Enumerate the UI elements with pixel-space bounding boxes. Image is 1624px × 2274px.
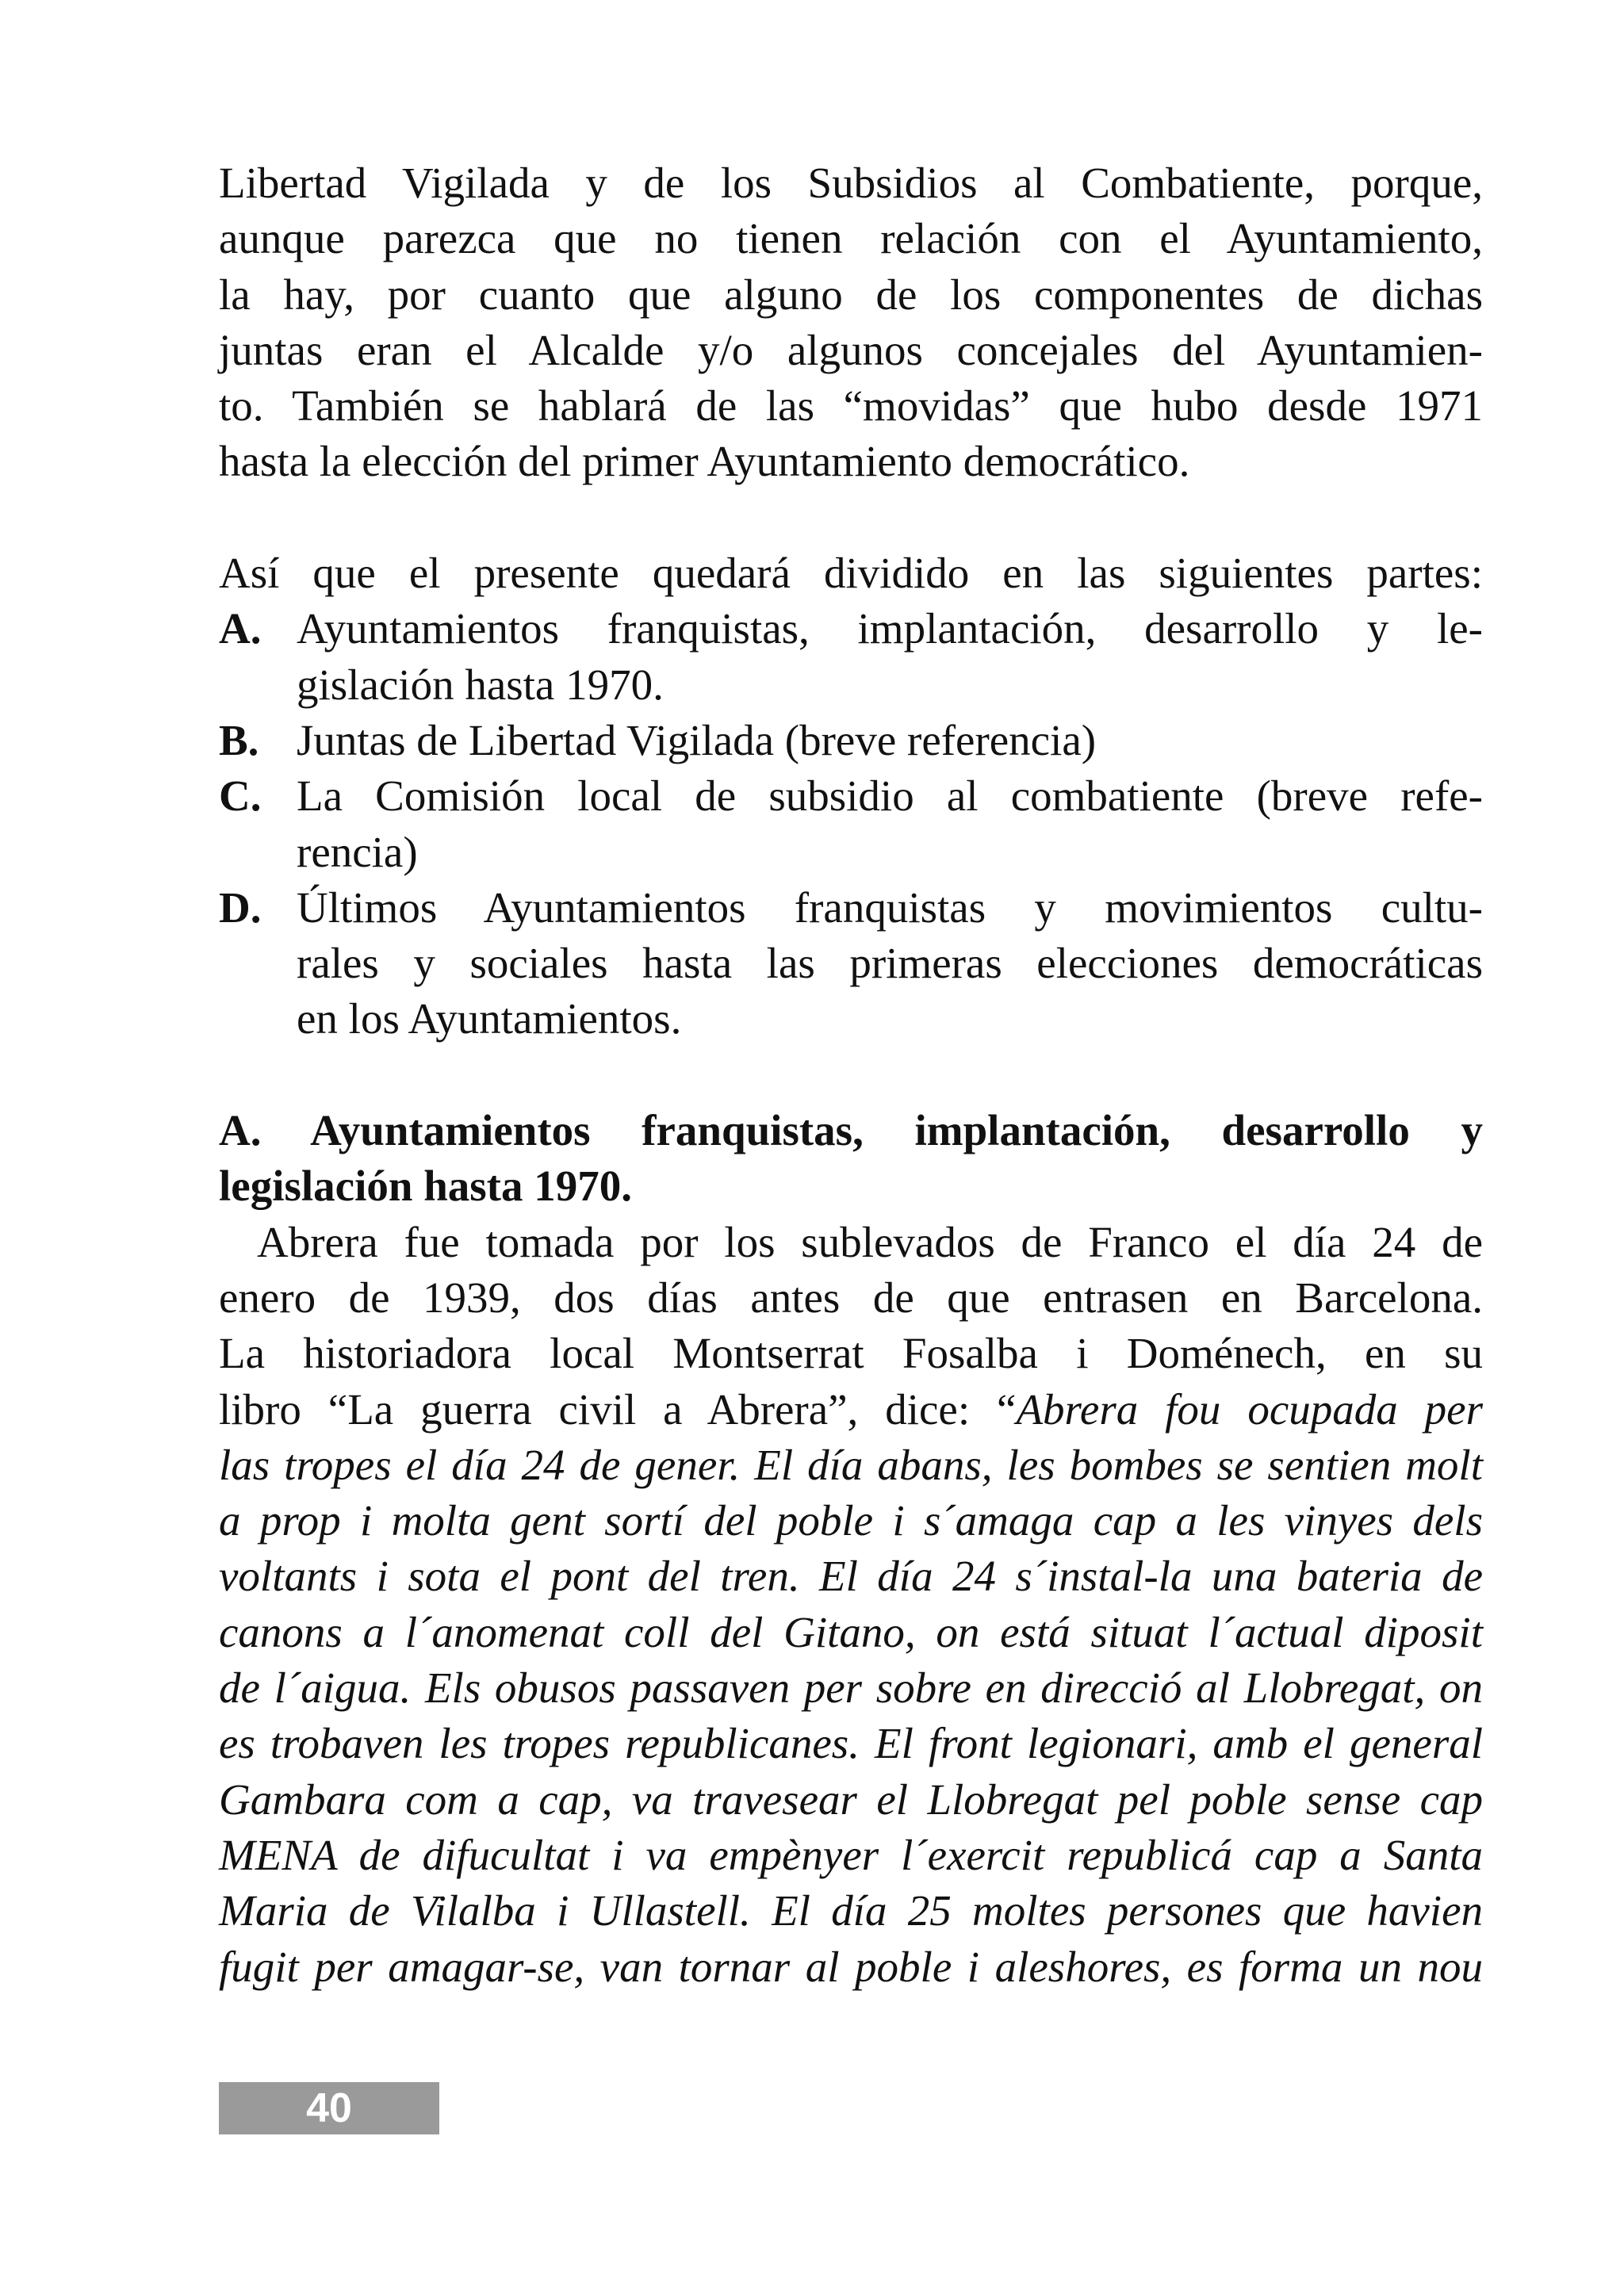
list-item-c [219,768,1483,880]
page-number: 40 [219,2082,439,2134]
text-line: rencia) [297,827,418,876]
list-item-a [219,601,1483,713]
text-line: to. También se hablará de las “movidas” que hubo desde 1971 [219,381,1483,431]
quote-line: voltants i sota el pont del tren. El día 24 s´instal-la una bateria de [219,1552,1483,1601]
text-line: Juntas de Libertad Vigilada (breve referencia) [297,715,1097,764]
heading-line: A. Ayuntamientos franquistas, implantación, desarrollo y [219,1106,1483,1155]
list-marker: A. [219,604,262,653]
heading-line: legislación hasta 1970. [219,1162,632,1211]
text-line: gislación hasta 1970. [297,660,664,709]
text-line: rales y sociales hasta las primeras elecciones democráticas [297,939,1483,988]
text-line: La Comisión local de subsidio al combatiente (breve refe- [297,771,1483,821]
text-line: juntas eran el Alcalde y/o algunos concejales del Ayuntamien- [219,325,1483,374]
text-line: Libertad Vigilada y de los Subsidios al Combatiente, porque, [219,159,1483,207]
quote-line: MENA de difucultat i va empènyer l´exercit republicá cap a Santa [219,1830,1483,1879]
quote-line: Gambara com a cap, va travesear el Llobregat pel poble sense cap [219,1774,1483,1824]
text-line: Abrera fue tomada por los sublevados de Franco el día 24 de [257,1217,1483,1266]
text-line: hasta la elección del primer Ayuntamiento democrático. [219,437,1190,486]
paragraph-spacer [219,1047,1483,1103]
quote-line: a prop i molta gent sortí del poble i s´amaga cap a les vinyes dels [219,1496,1483,1545]
quote-line: de l´aigua. Els obusos passaven per sobre en direcció al Llobregat, on [219,1663,1483,1713]
section-body [219,1215,1483,1995]
list-marker: B. [219,715,259,764]
list-marker: D. [219,882,262,932]
text-line: Ayuntamientos franquistas, implantación, desarrollo y le- [297,604,1483,653]
text-line: la hay, por cuanto que alguno de los componentes de dichas [219,270,1483,319]
paragraph-spacer [219,490,1483,546]
quote-line: Maria de Vilalba i Ullastell. El día 25 moltes persones que havien [219,1886,1483,1935]
division-list [219,546,1483,1047]
text-line: aunque parezca que no tienen relación con el Ayuntamiento, [219,214,1483,263]
page-body [219,155,1483,1995]
list-item-b [219,713,1483,768]
text-line: La historiadora local Montserrat Fosalba i Doménech, en su [219,1329,1483,1378]
quote-run: Abrera fou ocupada per [1016,1384,1483,1434]
quote-line: fugit per amagar-se, van tornar al poble i aleshores, es forma un nou [219,1942,1483,1991]
list-marker: C. [219,771,262,821]
text-line: en los Ayuntamientos. [297,994,682,1043]
quote-line: canons a l´anomenat coll del Gitano, on está situat l´actual diposit [219,1607,1483,1656]
text-line [219,1382,1483,1438]
text-line: enero de 1939, dos días antes de que entrasen en Barcelona. [219,1273,1483,1322]
text-run: libro “La guerra civil a Abrera”, dice: “ [219,1384,1017,1434]
text-line: Últimos Ayuntamientos franquistas y movimientos cultu- [297,882,1483,932]
quote-line: las tropes el día 24 de gener. El día abans, les bombes se sentien molt [219,1440,1483,1489]
list-item-d [219,880,1483,1047]
division-lead: Así que el presente quedará dividido en las siguientes partes: [219,549,1483,598]
section-heading [219,1103,1483,1215]
quote-line: es trobaven les tropes republicanes. El front legionari, amb el general [219,1719,1483,1768]
intro-paragraph [219,155,1483,490]
